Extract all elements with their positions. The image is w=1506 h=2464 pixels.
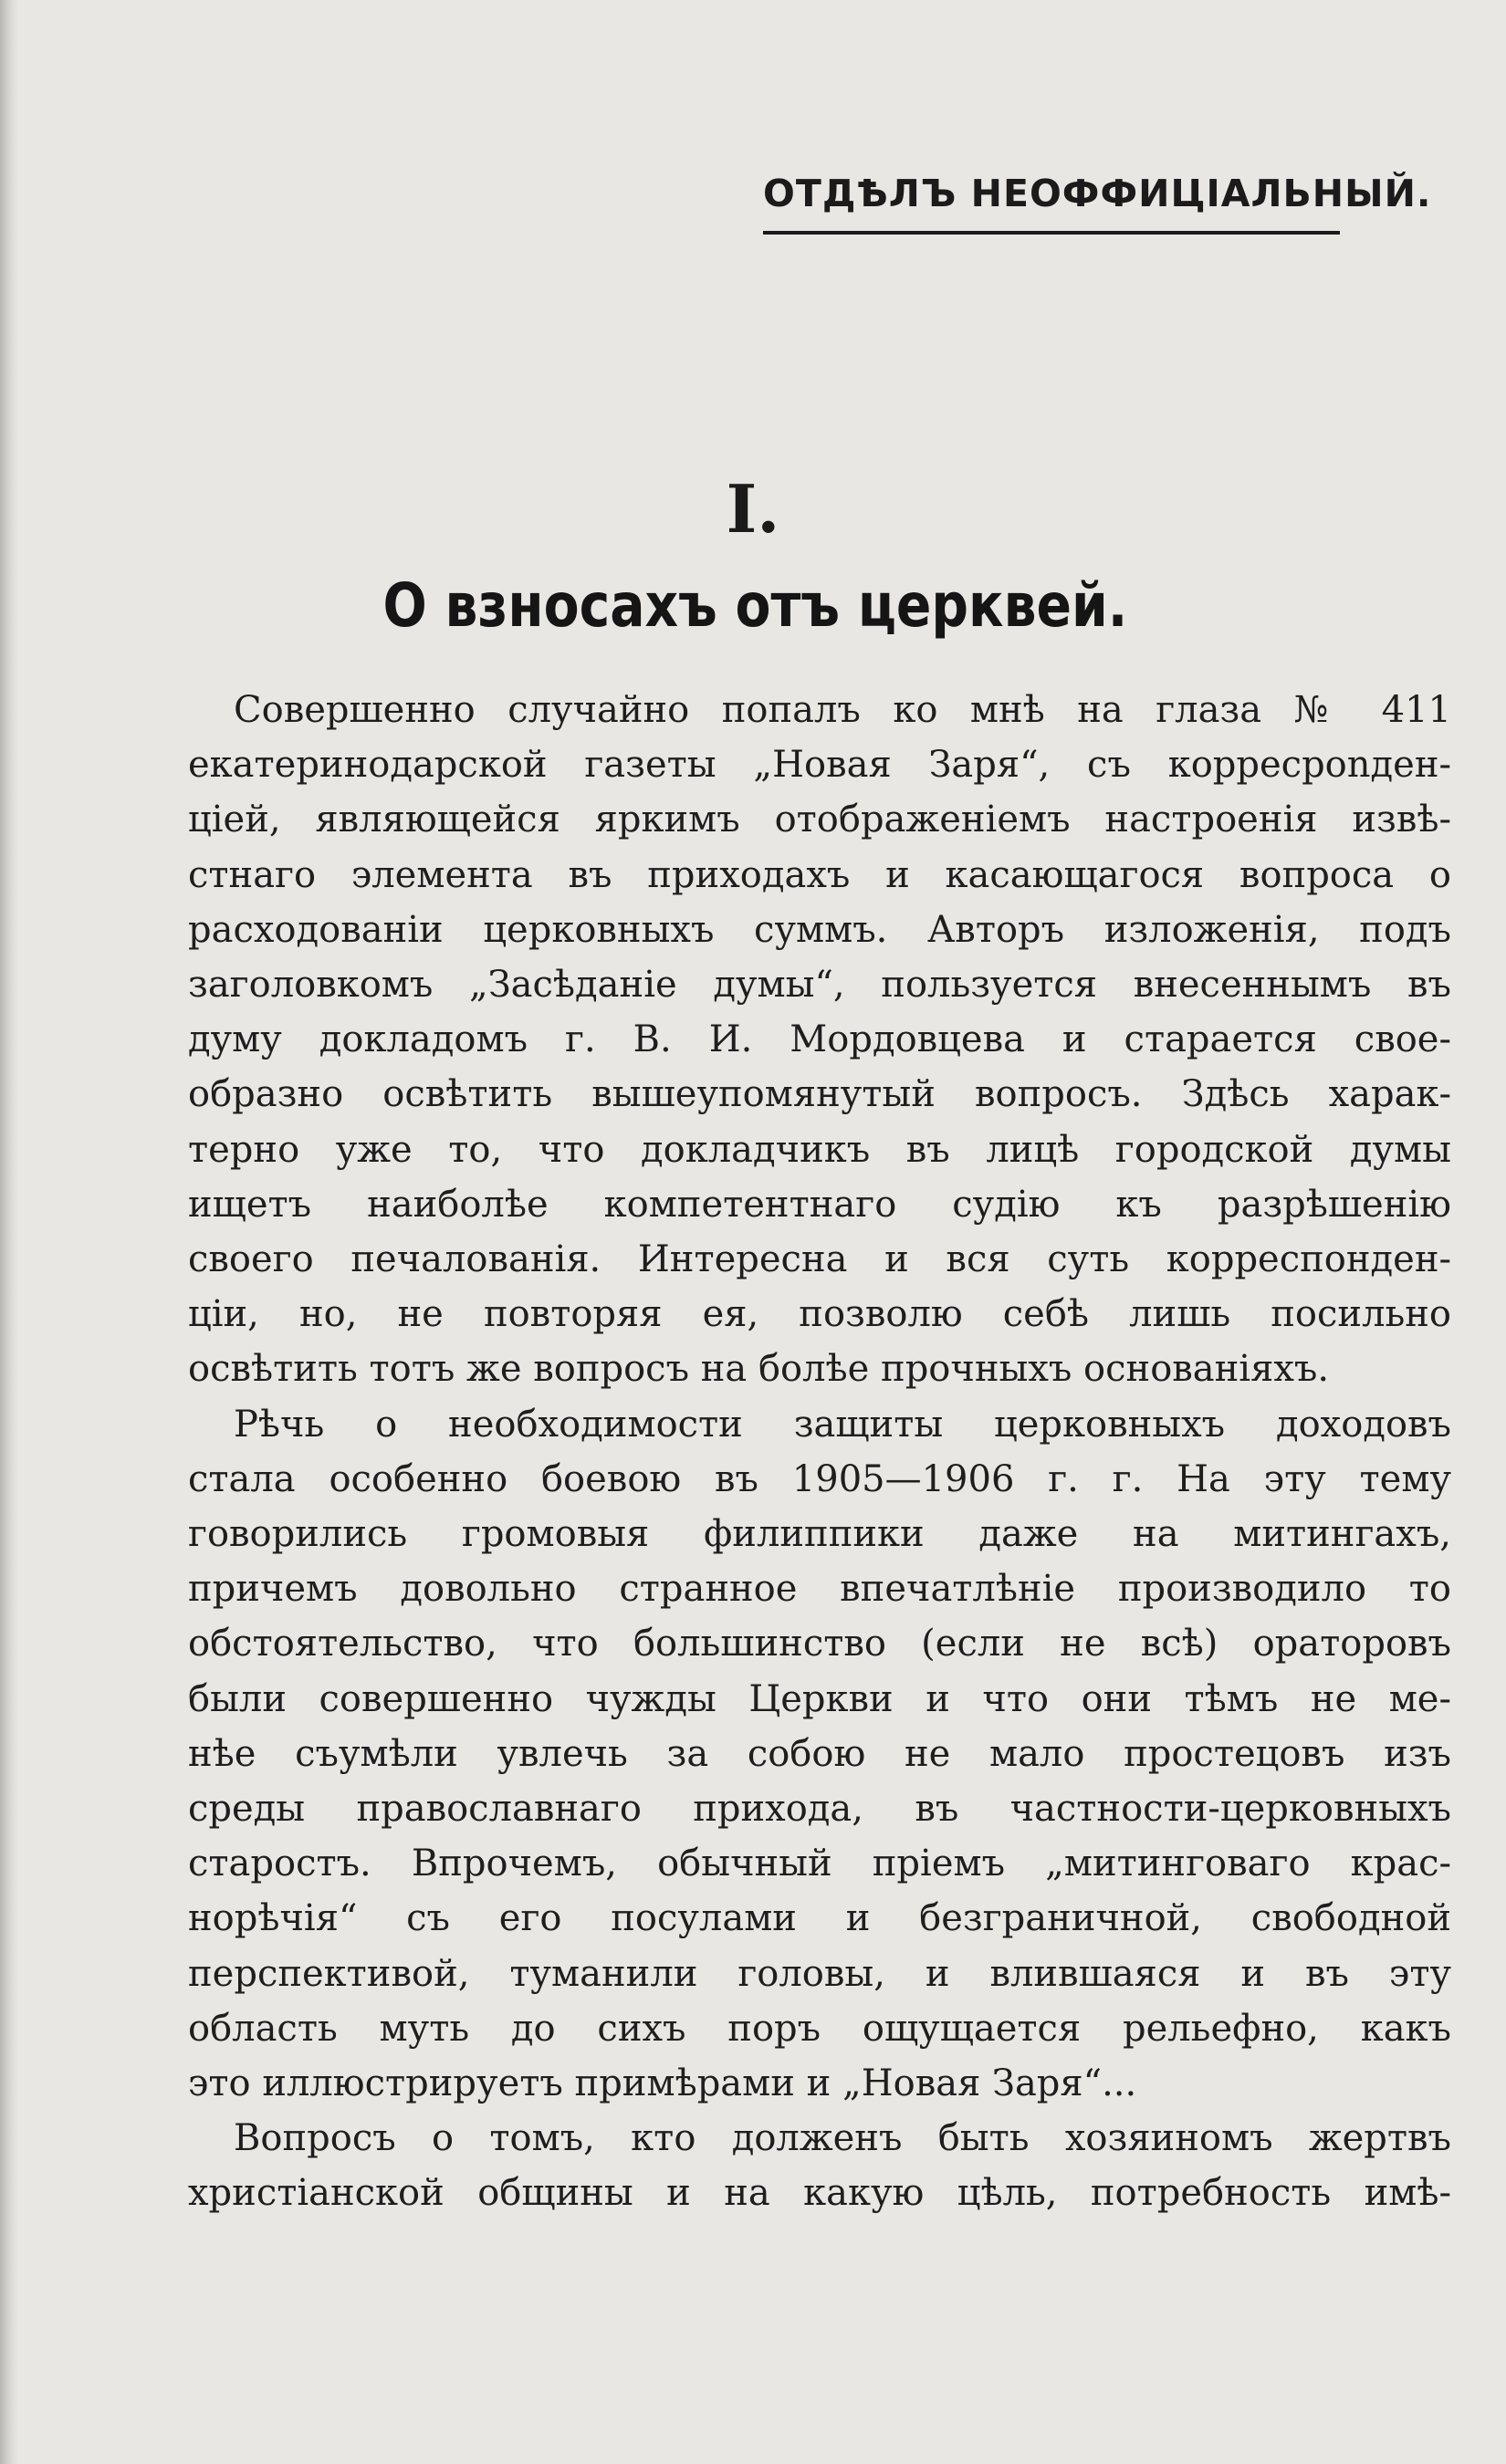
text-line: среды православнаго прихода, въ частности-церковныхъ bbox=[188, 1788, 1451, 1831]
text-line: ищетъ наиболѣе компетентнаго судію къ разрѣшенію bbox=[188, 1183, 1451, 1226]
text-line: стнаго элемента въ приходахъ и касающагося вопроса о bbox=[188, 853, 1451, 896]
text-line: область муть до сихъ поръ ощущается рельефно, какъ bbox=[188, 2007, 1451, 2050]
text-line: стала особенно боевою въ 1905—1906 г. г. На эту тему bbox=[188, 1457, 1451, 1500]
text-line: старостъ. Впрочемъ, обычный пріемъ „митинговаго крас- bbox=[188, 1843, 1451, 1885]
text-line: терно уже то, что докладчикъ въ лицѣ городской думы bbox=[188, 1128, 1451, 1171]
text-line: причемъ довольно странное впечатлѣніе производило то bbox=[188, 1568, 1451, 1611]
text-line: заголовкомъ „Засѣданіе думы“, пользуется внесеннымъ въ bbox=[188, 964, 1451, 1007]
text-line: Совершенно случайно попалъ ко мнѣ на глаза № 411 bbox=[234, 689, 1451, 731]
text-line: своего печалованія. Интересна и вся суть корреспонден- bbox=[188, 1238, 1451, 1281]
text-line: христіанской общины и на какую цѣль, потребность имѣ- bbox=[188, 2172, 1451, 2215]
text-line: освѣтить тотъ же вопросъ на болѣе прочныхъ основаніяхъ. bbox=[188, 1348, 1330, 1391]
text-line: образно освѣтить вышеупомянутый вопросъ. Здѣсь харак- bbox=[188, 1073, 1451, 1116]
text-line: думу докладомъ г. В. И. Мордовцева и старается свое- bbox=[188, 1018, 1451, 1061]
page-edge-shadow bbox=[0, 0, 18, 2464]
text-line: обстоятельство, что большинство (если не всѣ) ораторовъ bbox=[188, 1623, 1451, 1665]
text-line: говорились громовыя филиппики даже на митингахъ, bbox=[188, 1513, 1451, 1556]
text-line: были совершенно чужды Церкви и что они тѣмъ не ме- bbox=[188, 1677, 1451, 1720]
text-line: расходованіи церковныхъ суммъ. Авторъ изложенія, подъ bbox=[188, 908, 1451, 951]
chapter-numeral: I. bbox=[726, 470, 780, 548]
text-line: норѣчія“ съ его посулами и безграничной, свободной bbox=[188, 1897, 1451, 1940]
article-title: О взносахъ отъ церквей. bbox=[382, 570, 1128, 641]
text-line: ціей, являющейся яркимъ отображеніемъ настроенія извѣ- bbox=[188, 799, 1451, 841]
section-title-underline bbox=[763, 231, 1340, 235]
text-line: Рѣчь о необходимости защиты церковныхъ доходовъ bbox=[234, 1403, 1451, 1446]
text-line: нѣе съумѣли увлечь за собою не мало простецовъ изъ bbox=[188, 1732, 1451, 1775]
text-line: екатеринодарской газеты „Новая Заря“, съ корресponден- bbox=[188, 744, 1451, 787]
section-title: ОТДѢЛЪ НЕОФФИЦІАЛЬНЫЙ. bbox=[763, 172, 1432, 215]
text-line: ціи, но, не повторяя ея, позволю себѣ лишь посильно bbox=[188, 1293, 1451, 1336]
article-body bbox=[188, 683, 1451, 2221]
text-line: перспективой, туманили головы, и влившаяся и въ эту bbox=[188, 1952, 1451, 1995]
text-line: Вопросъ о томъ, кто долженъ быть хозяиномъ жертвъ bbox=[234, 2117, 1451, 2160]
text-line: это иллюстрируетъ примѣрами и „Новая Заря“... bbox=[188, 2062, 1137, 2105]
